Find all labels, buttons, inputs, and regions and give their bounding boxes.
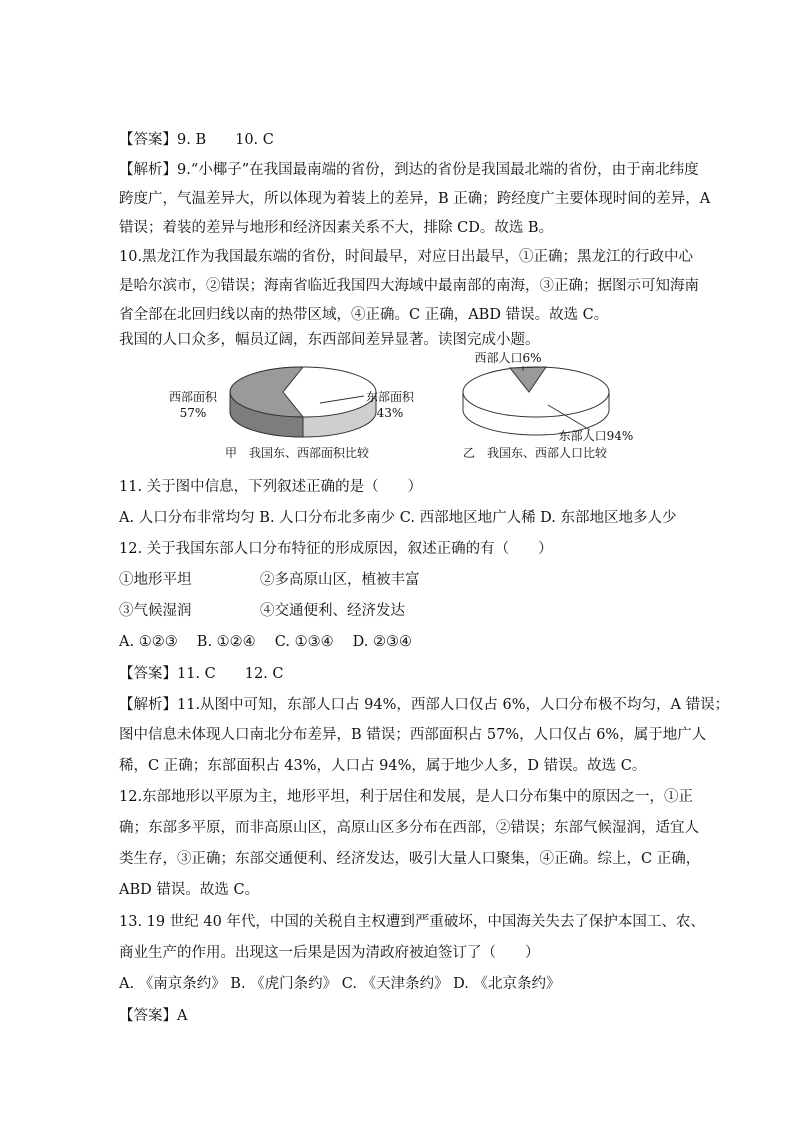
caption-area: 甲 我国东、西部面积比较: [224, 446, 370, 460]
analysis-12-line3: 类生存，③正确；东部交通便利、经济发达，吸引大量人口聚集，④正确。综上，C 正确，: [119, 851, 701, 867]
question-12: 12. 关于我国东部人口分布特征的形成原因，叙述正确的有（ ）: [119, 541, 553, 557]
question-13-options: A. 《南京条约》 B. 《虎门条约》 C. 《天津条约》 D. 《北京条约》: [119, 976, 561, 992]
question-11: 11. 关于图中信息，下列叙述正确的是（ ）: [119, 479, 423, 495]
analysis-10-line3: 省全部在北回归线以南的热带区域，④正确。C 正确，ABD 错误。故选 C。: [119, 307, 609, 323]
label-west-pop: 西部人口6%: [474, 351, 542, 365]
analysis-12-line4: ABD 错误。故选 C。: [119, 882, 260, 898]
label-east-area: 东部面积: [365, 390, 415, 404]
answer-13: 【答案】A: [119, 1008, 188, 1024]
q12-choice-2: ②多高原山区，植被丰富: [260, 572, 420, 588]
question-12-options: A. ①②③ B. ①②④ C. ①③④ D. ②③④: [119, 634, 413, 650]
analysis-11-line3: 稀，C 正确；东部面积占 43%，人口占 94%，属于地少人多，D 错误。故选 C。: [119, 758, 647, 774]
analysis-12-line2: 确；东部多平原，而非高原山区，高原山区多分布在西部，②错误；东部气候湿润，适宜人: [119, 820, 699, 836]
value-east-area: 43%: [376, 406, 404, 420]
q12-choice-3: ③气候湿润: [119, 603, 192, 619]
analysis-11-line1: 【解析】11.从图中可知，东部人口占 94%，西部人口仅占 6%，人口分布极不均匀，A 错误；: [119, 697, 730, 713]
question-11-options: A. 人口分布非常均匀 B. 人口分布北多南少 C. 西部地区地广人稀 D. 东部地区地多人少: [119, 510, 677, 526]
pie-area: [169, 367, 415, 460]
value-west-area: 57%: [179, 406, 207, 420]
analysis-9-line3: 错误；着装的差异与地形和经济因素关系不大，排除 CD。故选 B。: [119, 220, 554, 236]
question-13-line2: 商业生产的作用。出现这一后果是因为清政府被迫签订了（ ）: [119, 945, 540, 961]
analysis-11-line2: 图中信息未体现人口南北分布差异，B 错误；西部面积占 57%，人口仅占 6%，属于地广人: [119, 727, 707, 743]
caption-pop: 乙 我国东、西部人口比较: [462, 446, 608, 460]
label-east-pop: 东部人口94%: [558, 429, 634, 443]
analysis-10-line2: 是哈尔滨市，②错误；海南省临近我国四大海域中最南部的南海，③正确；据图示可知海南: [119, 278, 699, 294]
analysis-12-line1: 12.东部地形以平原为主，地形平坦，利于居住和发展，是人口分布集中的原因之一，①正: [119, 789, 694, 805]
analysis-9-line1: 【解析】9.“小椰子”在我国最南端的省份，到达的省份是我国最北端的省份，由于南北纬度: [119, 162, 699, 178]
label-west-area: 西部面积: [168, 390, 218, 404]
answer-9-10: 【答案】9. B 10. C: [119, 132, 274, 148]
pie-figure: [0, 350, 794, 470]
q12-choice-1: ①地形平坦: [119, 572, 192, 588]
analysis-10-line1: 10.黑龙江作为我国最东端的省份，时间最早，对应日出最早，①正确；黑龙江的行政中心: [119, 249, 694, 265]
question-intro: 我国的人口众多，幅员辽阔，东西部间差异显著。读图完成小题。: [119, 332, 540, 348]
question-13-line1: 13. 19 世纪 40 年代，中国的关税自主权遭到严重破坏，中国海关失去了保护本国工、农、: [119, 914, 705, 930]
analysis-9-line2: 跨度广，气温差异大，所以体现为着装上的差异，B 正确；跨经度广主要体现时间的差异，A: [119, 191, 711, 207]
pie-population: [463, 351, 633, 460]
q12-choice-4: ④交通便利、经济发达: [260, 603, 405, 619]
answer-11-12: 【答案】11. C 12. C: [119, 666, 284, 682]
